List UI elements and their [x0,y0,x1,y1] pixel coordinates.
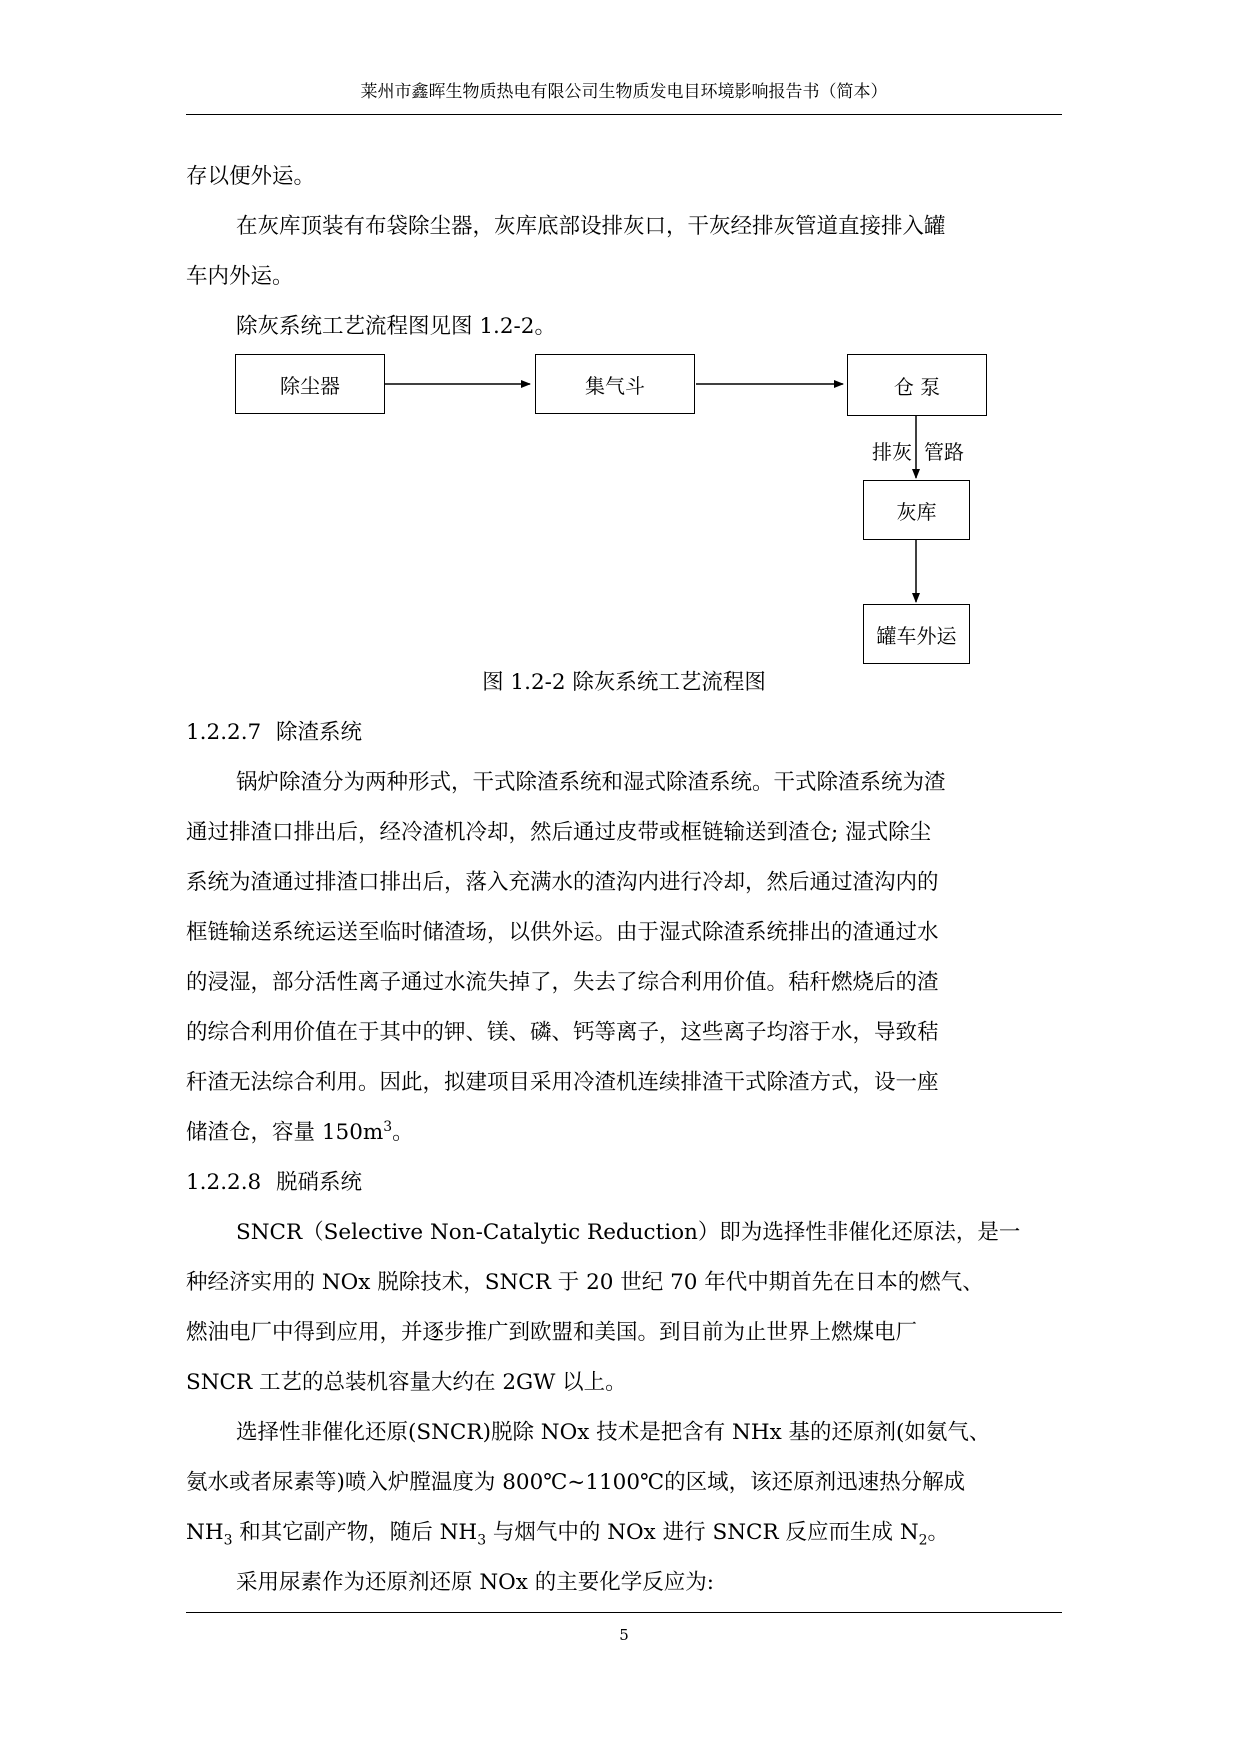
superscript: 3 [383,1118,393,1135]
section-number: 1.2.2.7 [186,720,262,745]
text-run: 储渣仓，容量 150m [186,1120,384,1145]
paragraph-line: 通过排渣口排出后，经冷渣机冷却，然后通过皮带或框链输送到渣仓; 湿式除尘 [186,820,932,845]
node-hopper: 集气斗 [535,354,695,414]
paragraph-line [186,1508,1066,1558]
edge-label-pipeline: 管路 [924,440,964,464]
text-run: 和其它副产物，随后 NH [232,1520,478,1545]
paragraph-line: 氨水或者尿素等)喷入炉膛温度为 800℃~1100℃的区域，该还原剂迅速热分解成 [186,1470,966,1495]
subscript: 3 [477,1532,487,1549]
section-heading [186,708,1066,758]
paragraph-line: 框链输送系统运送至临时储渣场，以供外运。由于湿式除渣系统排出的渣通过水 [186,920,939,945]
text-run: NH [186,1520,224,1545]
section-heading [186,1158,1066,1208]
text-run: 。 [927,1520,950,1545]
page-number: 5 [619,1626,629,1644]
node-dust-collector: 除尘器 [235,354,385,414]
flowchart [230,350,1030,670]
subscript: 3 [223,1532,233,1549]
paragraph-line: 除灰系统工艺流程图见图 1.2-2。 [236,314,556,339]
section-title: 脱硝系统 [276,1170,363,1195]
section-title: 除渣系统 [276,720,363,745]
section-number: 1.2.2.8 [186,1170,262,1195]
node-tanker: 罐车外运 [863,604,970,664]
paragraph-line: SNCR 工艺的总装机容量大约在 2GW 以上。 [186,1370,627,1395]
page-header: 莱州市鑫晖生物质热电有限公司生物质发电目环境影响报告书（简本） [360,82,888,102]
paragraph-line: 燃油电厂中得到应用，并逐步推广到欧盟和美国。到目前为止世界上燃煤电厂 [186,1320,918,1345]
subscript: 2 [918,1532,928,1549]
edge-label-discharge: 排灰 [872,440,912,464]
paragraph-line: 的浸湿，部分活性离子通过水流失掉了，失去了综合利用价值。秸秆燃烧后的渣 [186,970,939,995]
node-pump: 仓 泵 [847,354,987,416]
paragraph-line: 存以便外运。 [186,164,316,189]
node-ash-silo: 灰库 [863,480,970,540]
paragraph-line: 在灰库顶装有布袋除尘器，灰库底部设排灰口，干灰经排灰管道直接排入罐 [236,214,946,239]
paragraph-line: 种经济实用的 NOx 脱除技术，SNCR 于 20 世纪 70 年代中期首先在日本的燃气、 [186,1270,984,1295]
paragraph-line: 采用尿素作为还原剂还原 NOx 的主要化学反应为: [236,1570,714,1595]
paragraph-line: 的综合利用价值在于其中的钾、镁、磷、钙等离子，这些离子均溶于水，导致秸 [186,1020,939,1045]
paragraph-line: 车内外运。 [186,264,294,289]
paragraph-line: 秆渣无法综合利用。因此，拟建项目采用冷渣机连续排渣干式除渣方式，设一座 [186,1070,939,1095]
paragraph-line: 系统为渣通过排渣口排出后，落入充满水的渣沟内进行冷却，然后通过渣沟内的 [186,870,939,895]
figure-caption: 图 1.2-2 除灰系统工艺流程图 [482,670,766,695]
paragraph-line: 锅炉除渣分为两种形式，干式除渣系统和湿式除渣系统。干式除渣系统为渣 [236,770,946,795]
paragraph-line: 选择性非催化还原(SNCR)脱除 NOx 技术是把含有 NHx 基的还原剂(如氨气、 [236,1420,991,1445]
paragraph-line [186,1108,1066,1158]
paragraph-line: SNCR（Selective Non-Catalytic Reduction）即为选择性非催化还原法，是一 [236,1220,1021,1245]
header-rule [186,114,1062,115]
text-run: 。 [392,1120,414,1145]
text-run: 与烟气中的 NOx 进行 SNCR 反应而生成 N [486,1520,919,1545]
footer-rule [186,1612,1062,1613]
